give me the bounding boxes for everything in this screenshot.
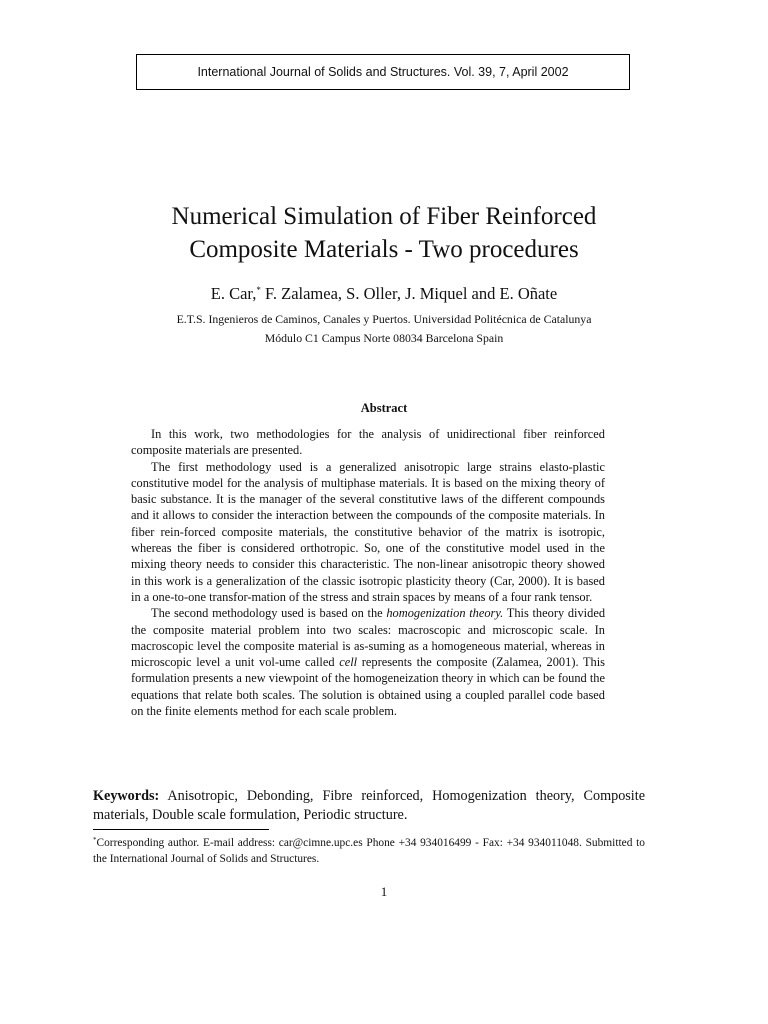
footnote-rule [93,829,269,830]
footnote [93,832,645,867]
keywords [93,787,645,824]
corresponding-author-mark: * [256,285,261,295]
journal-header-box [136,54,630,90]
footnote-text: Corresponding author. E-mail address: car@cimne.upc.es Phone +34 934016499 - Fax: +34 934011048. Submitted to the International Journal of Solids and Structures. [93,837,645,865]
keywords-label: Keywords: [93,788,160,804]
affiliation-line-1: E.T.S. Ingenieros de Caminos, Canales y Puertos. Universidad Politécnica de Catalunya [176,312,592,326]
page-number: 1 [380,884,388,899]
homogenization-theory-emphasis: homogenization theory. [386,606,504,621]
paper-title [60,200,708,266]
authors [60,284,708,304]
abstract-p3-part-a: The second methodology used is based on the [151,606,387,621]
keywords-text: Anisotropic, Debonding, Fibre reinforced, Homogenization theory, Composite materials, Double scale formulation, Periodic structure. [93,788,645,823]
abstract-body [131,426,605,719]
title-line-1: Numerical Simulation of Fiber Reinforced [171,203,597,230]
abstract-paragraph-3 [131,605,605,719]
abstract-heading: Abstract [360,401,408,415]
journal-header-text: International Journal of Solids and Structures. Vol. 39, 7, April 2002 [197,65,569,79]
title-line-2: Composite Materials - Two procedures [189,236,579,263]
abstract-paragraph-1: In this work, two methodologies for the analysis of unidirectional fiber reinforced composite materials are presented. [131,427,605,458]
affiliation-line-2: Módulo C1 Campus Norte 08034 Barcelona Spain [264,331,504,345]
abstract-p3-part-c: represents the composite (Zalamea, 2001). This formulation presents a new viewpoint of the homogeneization theory in which can be found the equations that relate both scales. The solution is obtained using a coupled parallel code based on the finite elements method for each scale problem. [131,655,606,719]
author-first: E. Car, [210,284,257,303]
footnote-mark: * [93,836,97,844]
authors-rest: F. Zalamea, S. Oller, J. Miquel and E. Oñate [260,284,558,303]
abstract-paragraph-2: The first methodology used is a generalized anisotropic large strains elasto-plastic constitutive model for the analysis of multiphase materials. It is based on the mixing theory of basic substance. It is the manager of the several constitutive laws of the different compounds and it allows to consider the interaction between the compounds of the composite materials. In fiber rein-forced composite materials, the constitutive behavior of the matrix is isotropic, whereas the fiber is considered orthotropic. So, one of the constitutive model used in the mixing theory needs to consider this characteristic. The non-linear anisotropic theory showed in this work is a generalization of the classic isotropic plasticity theory (Car, 2000). It is based in a one-to-one transfor-mation of the stress and strain spaces by means of a four rank tensor. [131,459,605,604]
cell-emphasis: cell [339,655,358,670]
abstract-p3-part-b: This theory divided the composite material problem into two scales: macroscopic and microscopic scale. In macroscopic level the composite material is as-suming as a homogeneous material, whereas in microscopic level a unit vol-ume called [131,606,606,670]
